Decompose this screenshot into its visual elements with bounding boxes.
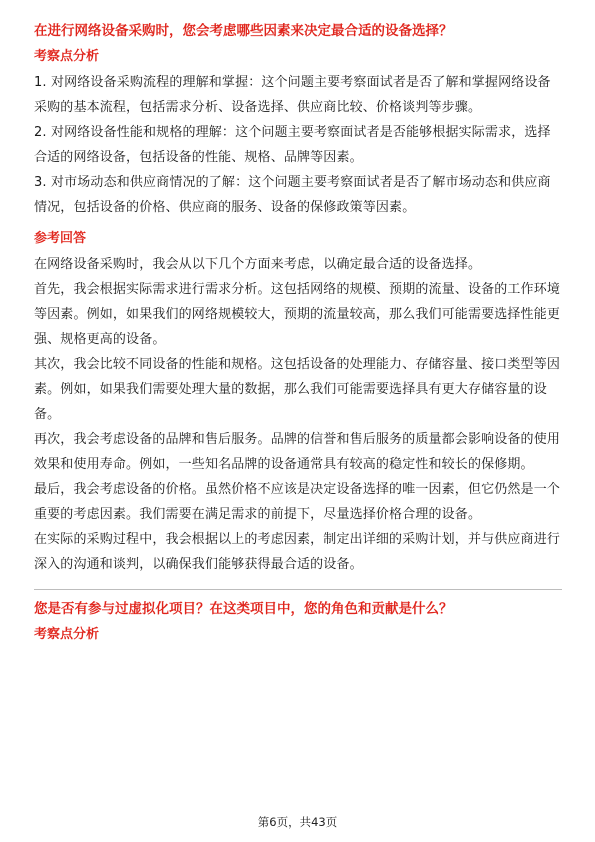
answer-paragraph: 再次，我会考虑设备的品牌和售后服务。品牌的信誉和售后服务的质量都会影响设备的使用效果和使用寿命。例如，一些知名品牌的设备通常具有较高的稳定性和较长的保修期。 [34, 432, 561, 472]
answer-heading: 参考回答 [34, 231, 87, 246]
section-divider [34, 589, 562, 590]
analysis-point: 2. 对网络设备性能和规格的理解：这个问题主要考察面试者是否能够根据实际需求，选择合适的网络设备，包括设备的性能、规格、品牌等因素。 [34, 125, 551, 165]
document-page [34, 14, 562, 648]
analysis-heading: 考察点分析 [34, 49, 100, 64]
answer-paragraph: 首先，我会根据实际需求进行需求分析。这包括网络的规模、预期的流量、设备的工作环境等因素。例如，如果我们的网络规模较大，预期的流量较高，那么我们可能需要选择性能更强、规格更高的设备。 [34, 282, 561, 347]
answer-paragraph: 在实际的采购过程中，我会根据以上的考虑因素，制定出详细的采购计划，并与供应商进行深入的沟通和谈判，以确保我们能够获得最合适的设备。 [34, 532, 561, 572]
answer-paragraph: 在网络设备采购时，我会从以下几个方面来考虑，以确定最合适的设备选择。 [34, 257, 482, 272]
answer-paragraph: 其次，我会比较不同设备的性能和规格。这包括设备的处理能力、存储容量、接口类型等因素。例如，如果我们需要处理大量的数据，那么我们可能需要选择具有更大存储容量的设备。 [34, 357, 561, 422]
analysis-heading-next: 考察点分析 [34, 627, 100, 642]
analysis-point: 1. 对网络设备采购流程的理解和掌握：这个问题主要考察面试者是否了解和掌握网络设备采购的基本流程，包括需求分析、设备选择、供应商比较、价格谈判等步骤。 [34, 75, 551, 115]
analysis-point: 3. 对市场动态和供应商情况的了解：这个问题主要考察面试者是否了解市场动态和供应商情况，包括设备的价格、供应商的服务、设备的保修政策等因素。 [34, 175, 551, 215]
page-number: 第6页，共43页 [257, 815, 338, 829]
answer-paragraph: 最后，我会考虑设备的价格。虽然价格不应该是决定设备选择的唯一因素，但它仍然是一个重要的考虑因素。我们需要在满足需求的前提下，尽量选择价格合理的设备。 [34, 482, 561, 522]
question-title: 在进行网络设备采购时，您会考虑哪些因素来决定最合适的设备选择？ [34, 23, 453, 39]
question-title-next: 您是否有参与过虚拟化项目？在这类项目中，您的角色和贡献是什么？ [34, 601, 453, 617]
